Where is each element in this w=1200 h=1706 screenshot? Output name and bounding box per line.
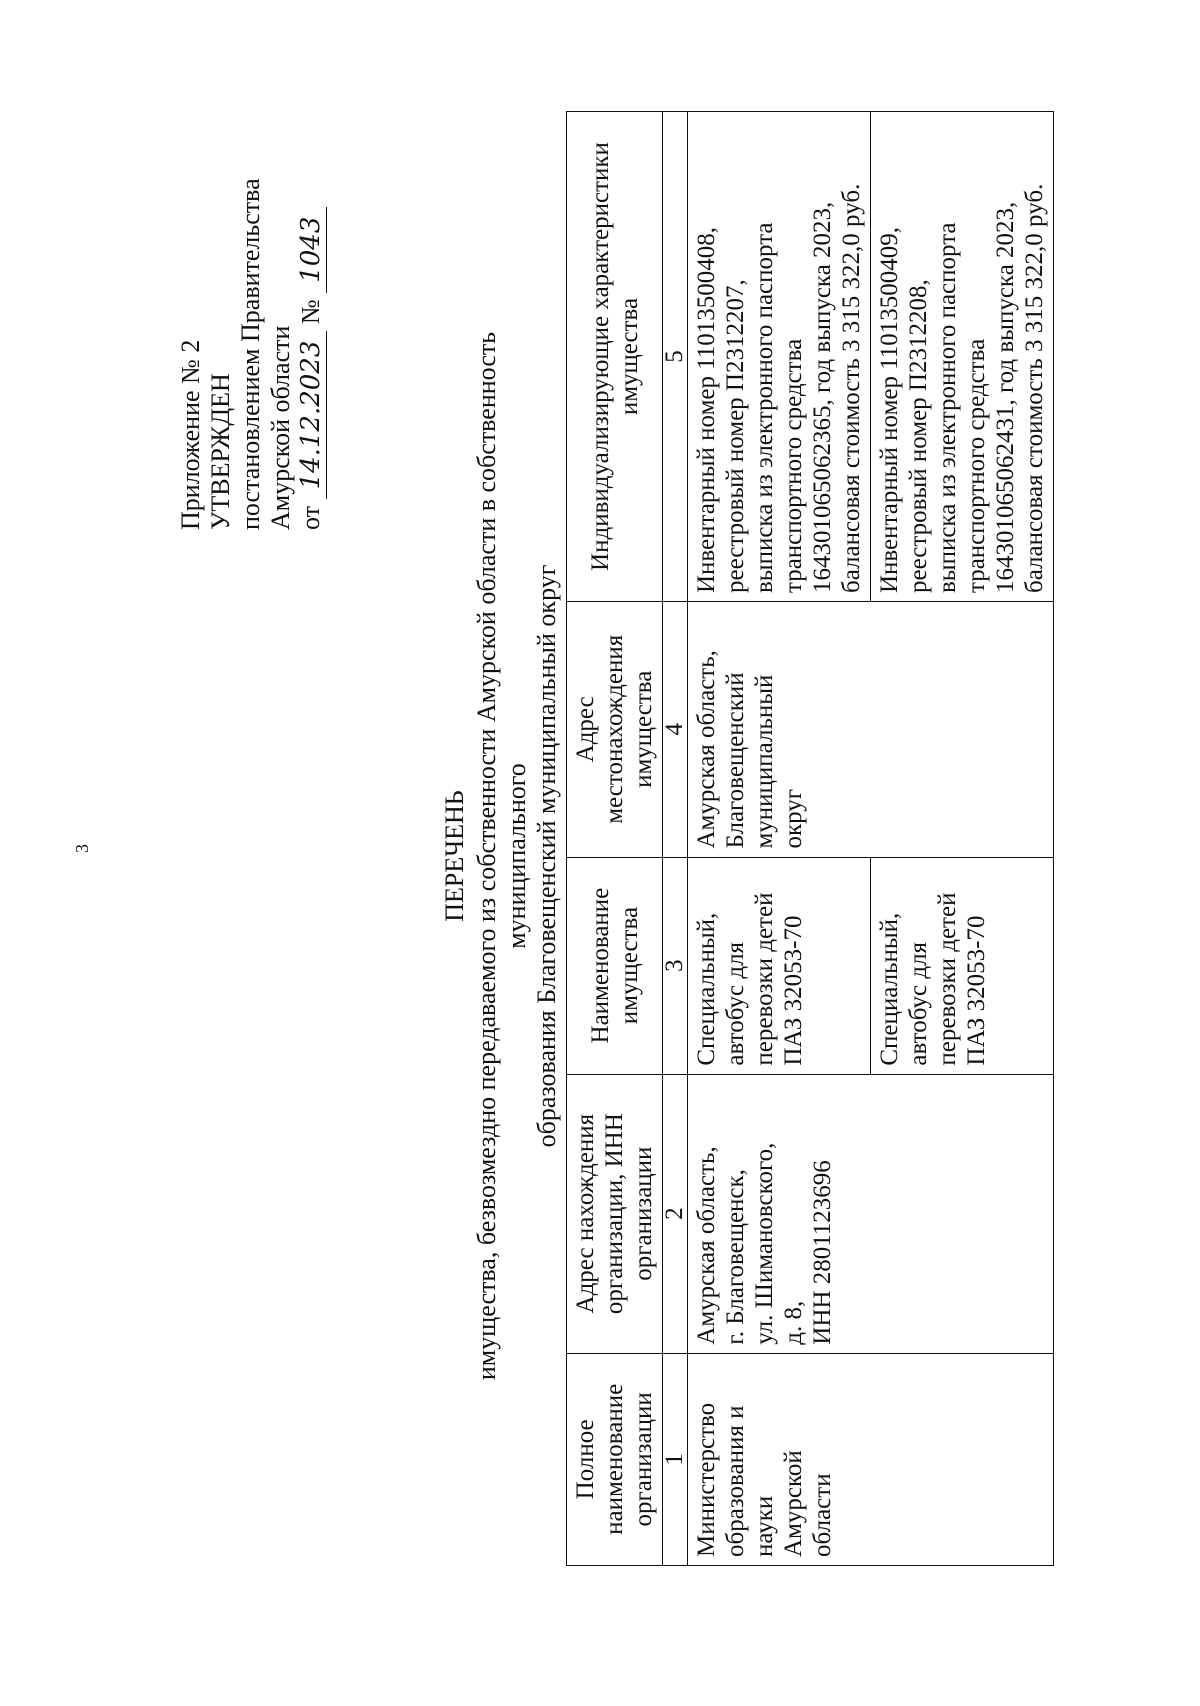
column-number: 3 — [663, 857, 688, 1074]
org-address-cell: Амурская область, г. Благовещенск, ул. Шимановского, д. 8, ИНН 2801123696 — [688, 1074, 1054, 1353]
table-row — [688, 112, 871, 1566]
appendix-label: Приложение № 2 — [176, 339, 205, 530]
column-number: 5 — [663, 112, 688, 602]
header-org-address: Адрес нахождения организации, ИНН организации — [567, 1074, 663, 1353]
table-header-row — [567, 112, 663, 1566]
title-line-2: образования Благовещенский муниципальный округ — [532, 564, 561, 1148]
characteristics-cell: Инвентарный номер 11013500408, реестровый номер П2312207, выписка из электронного паспорта транспортного средства 164301065062365, год выпуска 2023, балансовая стоимость 3 315 322,0 руб. — [688, 112, 871, 602]
header-property-name: Наименование имущества — [567, 857, 663, 1074]
number-value: 1043 — [296, 207, 327, 293]
title-line-1: имущества, безвозмездно передаваемого из собственности Амурской области в собственность муниципального — [472, 331, 531, 1381]
approved-label: УТВЕРЖДЕН — [206, 373, 235, 530]
resolution-label: постановлением Правительства — [236, 178, 265, 530]
table-number-row — [663, 112, 688, 1566]
column-number: 1 — [663, 1353, 688, 1565]
date-prefix: от — [296, 505, 325, 530]
property-location-cell: Амурская область, Благовещенский муниципальный округ — [688, 602, 1054, 858]
property-table — [566, 111, 1054, 1566]
date-number-line — [296, 90, 326, 530]
property-name-cell: Специальный, автобус для перевозки детей ПАЗ 32053-70 — [688, 857, 871, 1074]
page-number: 3 — [72, 844, 92, 853]
number-prefix: № — [296, 299, 325, 325]
org-name-cell: Министерство образования и науки Амурской области — [688, 1353, 1054, 1565]
date-value: 14.12.2023 — [296, 331, 327, 500]
header-property-location: Адрес местонахождения имущества — [567, 602, 663, 858]
column-number: 2 — [663, 1074, 688, 1353]
header-org-name: Полное наименование организации — [567, 1353, 663, 1565]
title-heading: ПЕРЕЧЕНЬ — [440, 790, 469, 922]
region-label: Амурской области — [266, 325, 295, 530]
characteristics-cell: Инвентарный номер 11013500409, реестровый номер П2312208, выписка из электронного паспорта транспортного средства 164301065062431, год выпуска 2023, балансовая стоимость 3 315 322,0 руб. — [871, 112, 1054, 602]
column-number: 4 — [663, 602, 688, 858]
approval-block — [176, 90, 326, 530]
property-name-cell: Специальный, автобус для перевозки детей ПАЗ 32053-70 — [871, 857, 1054, 1074]
document-title — [440, 256, 562, 1456]
header-characteristics: Индивидуализирующие характеристики имущества — [567, 112, 663, 602]
